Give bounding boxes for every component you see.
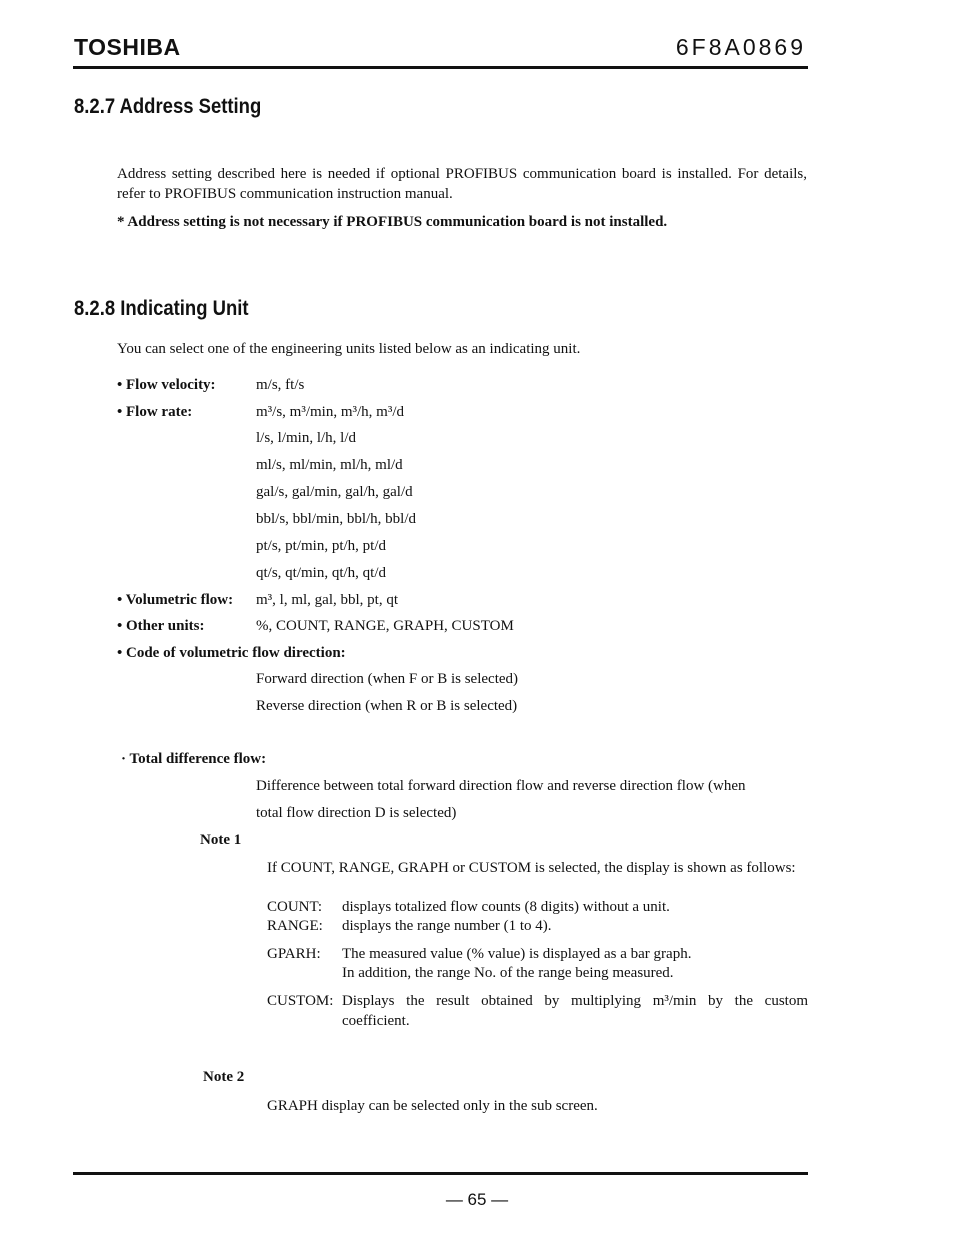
address-setting-note: * Address setting is not necessary if PROFIBUS communication board is not installed. [117,214,668,230]
note2-label: Note 2 [203,1069,245,1085]
flow-rate-value: bbl/s, bbl/min, bbl/h, bbl/d [256,511,417,527]
note1-label: Note 1 [200,832,242,848]
note1-range-value: displays the range number (1 to 4). [342,918,552,934]
volumetric-flow-value: m³, l, ml, gal, bbl, pt, qt [256,592,398,608]
flow-velocity-value: m/s, ft/s [256,377,305,393]
address-setting-paragraph: Address setting described here is needed if optional PROFIBUS communication board is installed. For details, refer to PROFIBUS communication instruction manual. [117,166,807,202]
brand-logo: TOSHIBA [74,34,181,60]
flow-rate-label: • Flow rate: [117,404,193,420]
flow-velocity-label: • Flow velocity: [117,377,216,393]
flow-rate-value: m³/s, m³/min, m³/h, m³/d [256,404,405,420]
code-direction-value: Forward direction (when F or B is selected) [256,671,519,687]
note1-count-value: displays totalized flow counts (8 digits) without a unit. [342,899,670,915]
note1-graph-value-2: In addition, the range No. of the range being measured. [342,965,674,981]
document-number: 6F8A0869 [675,34,806,60]
code-direction-label: • Code of volumetric flow direction: [117,645,346,661]
flow-rate-value: pt/s, pt/min, pt/h, pt/d [256,538,387,554]
section-title-address-setting: 8.2.7 Address Setting [74,95,262,118]
flow-rate-value: ml/s, ml/min, ml/h, ml/d [256,457,403,473]
note1-custom-value: Displays the result obtained by multiplying m³/min by the custom coefficient. [342,993,808,1029]
note1-custom-key: CUSTOM: [267,993,334,1009]
note1-graph-value: The measured value (% value) is displayed as a bar graph. [342,946,692,962]
page-number: — 65 — [445,1190,509,1209]
total-difference-label: · Total difference flow: [121,751,267,767]
other-units-label: • Other units: [117,618,205,634]
note1-intro: If COUNT, RANGE, GRAPH or CUSTOM is selected, the display is shown as follows: [267,860,796,876]
flow-rate-value: l/s, l/min, l/h, l/d [256,430,357,446]
section-title-indicating-unit: 8.2.8 Indicating Unit [74,297,249,320]
flow-rate-value: qt/s, qt/min, qt/h, qt/d [256,565,387,581]
footer-rule [73,1172,808,1175]
code-direction-value: Reverse direction (when R or B is selected) [256,698,518,714]
note1-count-key: COUNT: [267,899,323,915]
total-difference-value: Difference between total forward direction flow and reverse direction flow (when [256,778,746,794]
note2-text: GRAPH display can be selected only in the sub screen. [267,1098,598,1114]
flow-rate-value: gal/s, gal/min, gal/h, gal/d [256,484,413,500]
note1-range-key: RANGE: [267,918,323,934]
other-units-value: %, COUNT, RANGE, GRAPH, CUSTOM [256,618,514,634]
total-difference-value: total flow direction D is selected) [256,805,457,821]
indicating-unit-intro: You can select one of the engineering units listed below as an indicating unit. [117,341,581,357]
header-rule [73,66,808,69]
volumetric-flow-label: • Volumetric flow: [117,592,234,608]
note1-graph-key: GPARH: [267,946,321,962]
